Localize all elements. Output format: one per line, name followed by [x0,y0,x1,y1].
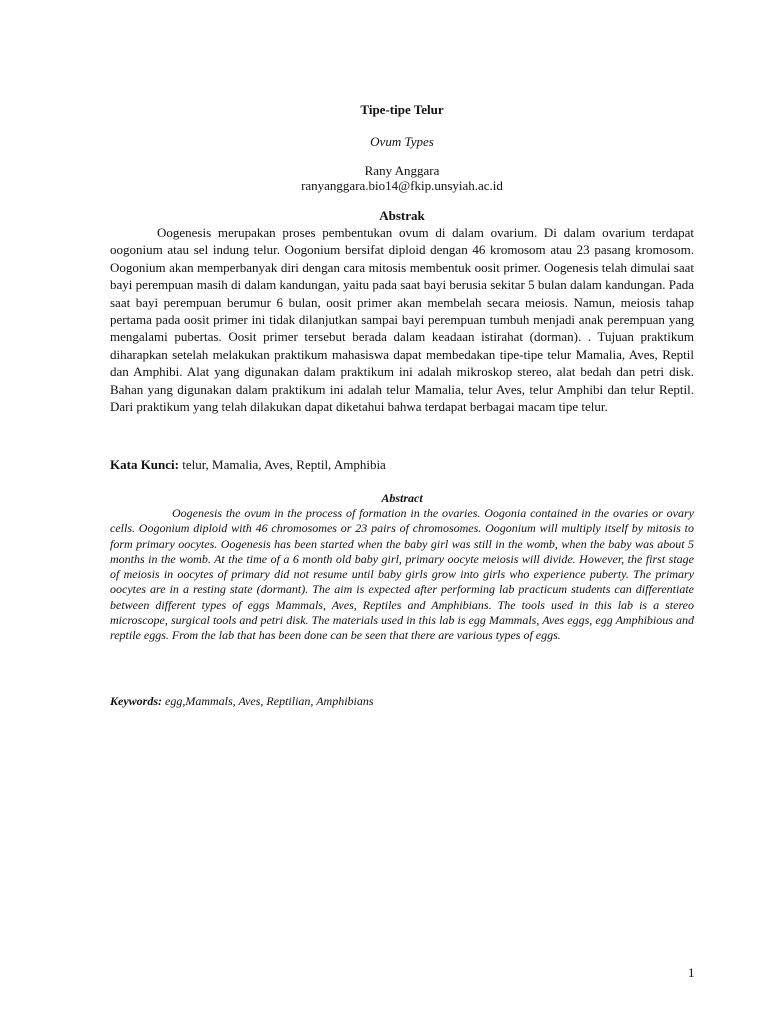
abstract-heading: Abstract [381,491,423,505]
paper-title: Tipe-tipe Telur [360,102,444,117]
document-page [110,0,694,1024]
kata-kunci-line [110,457,694,473]
kata-kunci-text: telur, Mamalia, Aves, Reptil, Amphibia [182,457,386,472]
author-block [110,163,694,193]
keywords-label: Keywords: [110,694,162,708]
abstrak-heading: Abstrak [379,208,425,223]
paper-subtitle: Ovum Types [370,134,434,149]
kata-kunci-label: Kata Kunci: [110,457,179,472]
page-number: 1 [688,965,695,980]
keywords-text: egg,Mammals, Aves, Reptilian, Amphibians [165,694,374,708]
keywords-line [110,694,694,709]
author-name: Rany Anggara [364,163,440,178]
abstrak-paragraph: Oogenesis merupakan proses pembentukan ovum di dalam ovarium. Di dalam ovarium terdapat oogonium atau sel indung telur. Oogonium bersifat diploid dengan 46 kromosom atau 23 pasang kromosom. Oogonium akan memperbanyak diri dengan cara mitosis membentuk oosit primer. Oogenesis telah dimulai saat bayi perempuan masih di dalam kandungan, yaitu pada saat bayi berusia sekitar 5 bulan dalam kandungan. Pada saat bayi perempuan berumur 6 bulan, oosit primer akan membelah secara meiosis. Namun, meiosis tahap pertama pada oosit primer ini tidak dilanjutkan sampai bayi perempuan tumbuh menjadi anak perempuan yang mengalami pubertas. Oosit primer tersebut berada dalam keadaan istirahat (dorman). . Tujuan praktikum diharapkan setelah melakukan praktikum mahasiswa dapat membedakan tipe-tipe telur Mamalia, Aves, Reptil dan Amphibi. Alat yang digunakan dalam praktikum ini adalah mikroskop stereo, alat bedah dan petri disk. Bahan yang digunakan dalam praktikum ini adalah telur Mamalia, telur Aves, telur Amphibi dan telur Reptil. Dari praktikum yang telah dilakukan dapat diketahui bahwa terdapat berbagai macam tipe telur. [110,225,694,415]
author-email: ranyanggara.bio14@fkip.unsyiah.ac.id [301,178,503,193]
abstract-paragraph: Oogenesis the ovum in the process of formation in the ovaries. Oogonia contained in the ovaries or ovary cells. Oogonium diploid with 46 chromosomes or 23 pairs of chromosomes. Oogonium will multiply itself by mitosis to form primary oocytes. Oogenesis has been started when the baby girl was still in the womb, when the baby was about 5 months in the womb. At the time of a 6 month old baby girl, primary oocyte meiosis will divide. However, the first stage of meiosis in oocytes of primary did not resume until baby girls grow into girls who experience puberty. The primary oocytes are in a resting state (dormant). The aim is expected after performing lab practicum students can differentiate between different types of eggs Mammals, Aves, Reptiles and Amphibians. The tools used in this lab is a stereo microscope, surgical tools and petri disk. The materials used in this lab is egg Mammals, Aves eggs, egg Amphibious and reptile eggs. From the lab that has been done can be seen that there are various types of eggs. [110,506,694,643]
